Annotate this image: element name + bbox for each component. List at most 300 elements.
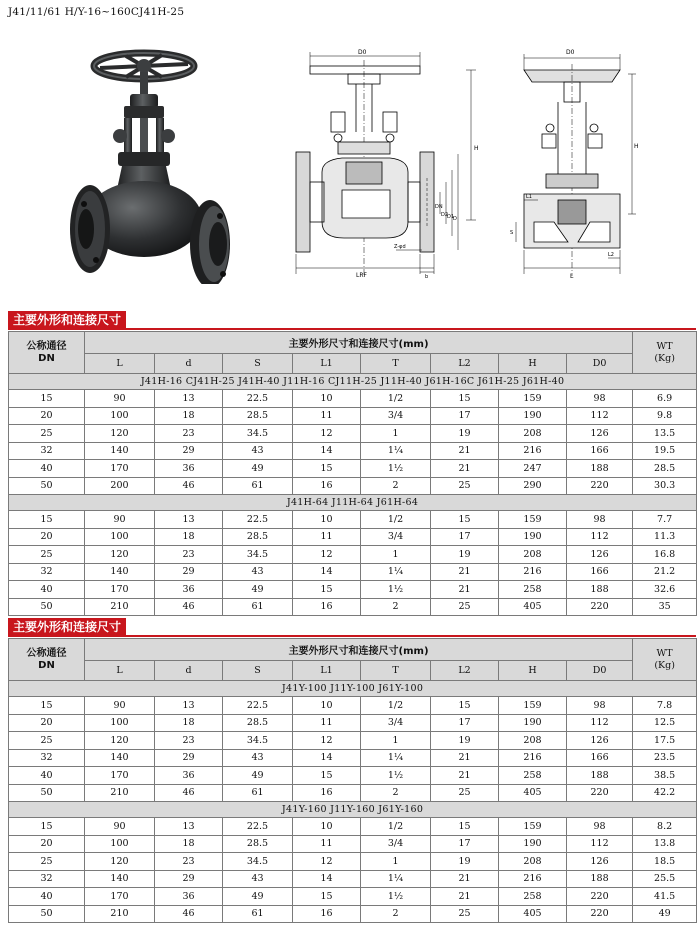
- table-cell: 11: [293, 835, 361, 853]
- table-cell: 1/2: [361, 390, 431, 408]
- table-1-title: 主要外形和连接尺寸: [8, 311, 126, 329]
- table-1-rule: [8, 328, 696, 330]
- table-row: [9, 390, 697, 408]
- table-cell: 14: [293, 563, 361, 581]
- table-cell: 100: [85, 528, 155, 546]
- table-cell: 30.3: [633, 477, 697, 495]
- model-series-row: J41Y-160 J11Y-160 J61Y-160: [9, 802, 697, 818]
- table-cell: 216: [499, 870, 567, 888]
- table-cell: 90: [85, 697, 155, 715]
- globe-valve-photo: [60, 44, 250, 284]
- table-cell: 20: [9, 835, 85, 853]
- table-cell: 7.8: [633, 697, 697, 715]
- table-cell: 159: [499, 390, 567, 408]
- column-header: L2: [431, 661, 499, 681]
- table-cell: 120: [85, 425, 155, 443]
- table-cell: 25: [9, 732, 85, 750]
- table-cell: 15: [9, 390, 85, 408]
- table-cell: 61: [223, 598, 293, 616]
- table-cell: 36: [155, 460, 223, 478]
- table-cell: 17: [431, 714, 499, 732]
- table-cell: 7.7: [633, 511, 697, 529]
- main-dimension-header: 主要外形尺寸和连接尺寸(mm): [85, 639, 633, 661]
- dim-label-h-2: H: [634, 143, 639, 150]
- table-cell: 19.5: [633, 442, 697, 460]
- table-cell: 25: [431, 598, 499, 616]
- table-cell: 23: [155, 732, 223, 750]
- table-cell: 3/4: [361, 835, 431, 853]
- table-cell: 43: [223, 870, 293, 888]
- table-cell: 200: [85, 477, 155, 495]
- table-cell: 13.8: [633, 835, 697, 853]
- table-cell: 14: [293, 870, 361, 888]
- table-cell: 35: [633, 598, 697, 616]
- table-row: [9, 853, 697, 871]
- table-cell: 210: [85, 784, 155, 802]
- table-cell: 15: [9, 697, 85, 715]
- table-cell: 19: [431, 853, 499, 871]
- table-cell: 190: [499, 835, 567, 853]
- table-cell: 1½: [361, 581, 431, 599]
- table-cell: 159: [499, 818, 567, 836]
- table-cell: 16: [293, 784, 361, 802]
- table-cell: 220: [567, 598, 633, 616]
- table-cell: 18: [155, 528, 223, 546]
- table-cell: 46: [155, 477, 223, 495]
- table-cell: 258: [499, 767, 567, 785]
- table-cell: 188: [567, 870, 633, 888]
- table-cell: 170: [85, 581, 155, 599]
- model-series-row: J41H-64 J11H-64 J61H-64: [9, 495, 697, 511]
- table-cell: 20: [9, 528, 85, 546]
- table-cell: 166: [567, 442, 633, 460]
- table-cell: 90: [85, 390, 155, 408]
- table-cell: 2: [361, 477, 431, 495]
- table-cell: 1¼: [361, 870, 431, 888]
- table-cell: 220: [567, 477, 633, 495]
- table-cell: 1½: [361, 888, 431, 906]
- column-header: T: [361, 354, 431, 374]
- table-cell: 34.5: [223, 853, 293, 871]
- table-row: [9, 546, 697, 564]
- table-cell: 29: [155, 442, 223, 460]
- table-cell: 40: [9, 460, 85, 478]
- table-row: [9, 818, 697, 836]
- table-cell: 3/4: [361, 407, 431, 425]
- table-cell: 40: [9, 888, 85, 906]
- table-cell: 100: [85, 835, 155, 853]
- table-cell: 247: [499, 460, 567, 478]
- table-cell: 10: [293, 697, 361, 715]
- table-cell: 22.5: [223, 511, 293, 529]
- dim-label-d0-2: D0: [566, 49, 575, 56]
- table-cell: 14: [293, 749, 361, 767]
- table-cell: 11: [293, 407, 361, 425]
- table-cell: 10: [293, 511, 361, 529]
- table-cell: 140: [85, 870, 155, 888]
- table-cell: 36: [155, 581, 223, 599]
- table-cell: 61: [223, 477, 293, 495]
- table-cell: 112: [567, 835, 633, 853]
- table-cell: 43: [223, 442, 293, 460]
- table-cell: 90: [85, 818, 155, 836]
- table-cell: 1½: [361, 460, 431, 478]
- column-header: d: [155, 661, 223, 681]
- table-cell: 49: [223, 767, 293, 785]
- table-row: [9, 563, 697, 581]
- table-cell: 18: [155, 407, 223, 425]
- table-cell: 13: [155, 511, 223, 529]
- table-cell: 1: [361, 546, 431, 564]
- table-cell: 32: [9, 442, 85, 460]
- table-2-title: 主要外形和连接尺寸: [8, 618, 126, 636]
- column-header: L: [85, 354, 155, 374]
- table-cell: 216: [499, 563, 567, 581]
- table-cell: 19: [431, 732, 499, 750]
- table-cell: 17.5: [633, 732, 697, 750]
- table-row: [9, 598, 697, 616]
- table-row: [9, 870, 697, 888]
- table-cell: 28.5: [223, 714, 293, 732]
- table-cell: 140: [85, 442, 155, 460]
- table-cell: 98: [567, 818, 633, 836]
- table-cell: 190: [499, 714, 567, 732]
- table-cell: 258: [499, 888, 567, 906]
- flanged-valve-drawing: [286, 42, 496, 282]
- table-cell: 166: [567, 749, 633, 767]
- table-cell: 2: [361, 598, 431, 616]
- dim-label-dn: DN: [435, 204, 443, 210]
- table-cell: 21: [431, 767, 499, 785]
- table-cell: 405: [499, 784, 567, 802]
- table-cell: 50: [9, 784, 85, 802]
- table-cell: 34.5: [223, 732, 293, 750]
- table-cell: 1/2: [361, 818, 431, 836]
- main-dimension-header: 主要外形尺寸和连接尺寸(mm): [85, 332, 633, 354]
- table-cell: 13: [155, 390, 223, 408]
- table-cell: 1¼: [361, 749, 431, 767]
- table-cell: 1¼: [361, 563, 431, 581]
- table-cell: 6.9: [633, 390, 697, 408]
- column-header: T: [361, 661, 431, 681]
- table-cell: 28.5: [223, 528, 293, 546]
- table-cell: 11.3: [633, 528, 697, 546]
- table-cell: 120: [85, 546, 155, 564]
- table-cell: 36: [155, 767, 223, 785]
- table-cell: 41.5: [633, 888, 697, 906]
- column-header: H: [499, 661, 567, 681]
- table-cell: 32: [9, 749, 85, 767]
- table-row: [9, 407, 697, 425]
- table-row: [9, 528, 697, 546]
- table-cell: 15: [9, 818, 85, 836]
- table-cell: 61: [223, 784, 293, 802]
- table-cell: 19: [431, 546, 499, 564]
- table-cell: 42.2: [633, 784, 697, 802]
- table-cell: 15: [293, 460, 361, 478]
- table-row: [9, 767, 697, 785]
- table-cell: 18: [155, 714, 223, 732]
- table-cell: 210: [85, 905, 155, 923]
- dim-label-d2: D2: [441, 212, 449, 218]
- table-cell: 17: [431, 835, 499, 853]
- table-cell: 13: [155, 818, 223, 836]
- table-cell: 21: [431, 581, 499, 599]
- table-cell: 29: [155, 749, 223, 767]
- dim-label-l: L: [570, 273, 574, 280]
- table-cell: 23: [155, 853, 223, 871]
- table-cell: 50: [9, 905, 85, 923]
- table-cell: 15: [431, 697, 499, 715]
- table-cell: 16: [293, 477, 361, 495]
- table-cell: 21: [431, 563, 499, 581]
- table-cell: 208: [499, 732, 567, 750]
- table-cell: 49: [223, 581, 293, 599]
- table-cell: 32.6: [633, 581, 697, 599]
- table-cell: 50: [9, 598, 85, 616]
- table-cell: 16.8: [633, 546, 697, 564]
- table-cell: 38.5: [633, 767, 697, 785]
- table-cell: 100: [85, 714, 155, 732]
- dim-label-h: H: [474, 145, 479, 152]
- table-cell: 19: [431, 425, 499, 443]
- table-cell: 10: [293, 390, 361, 408]
- table-row: [9, 697, 697, 715]
- table-cell: 100: [85, 407, 155, 425]
- table-cell: 22.5: [223, 697, 293, 715]
- table-cell: 216: [499, 442, 567, 460]
- table-cell: 29: [155, 870, 223, 888]
- table-cell: 216: [499, 749, 567, 767]
- table-cell: 220: [567, 888, 633, 906]
- dn-header: 公称通径 DN: [9, 639, 85, 681]
- table-cell: 23: [155, 546, 223, 564]
- weight-header: WT (Kg): [633, 332, 697, 374]
- table-row: [9, 511, 697, 529]
- table-cell: 46: [155, 905, 223, 923]
- table-cell: 49: [633, 905, 697, 923]
- table-row: [9, 749, 697, 767]
- table-cell: 12: [293, 853, 361, 871]
- weight-header: WT (Kg): [633, 639, 697, 681]
- table-row: [9, 581, 697, 599]
- table-cell: 290: [499, 477, 567, 495]
- table-cell: 11: [293, 714, 361, 732]
- table-row: [9, 460, 697, 478]
- table-cell: 23.5: [633, 749, 697, 767]
- dim-label-zphid: Z-φd: [394, 244, 406, 250]
- table-cell: 25: [9, 546, 85, 564]
- table-cell: 43: [223, 749, 293, 767]
- table-row: [9, 425, 697, 443]
- table-cell: 22.5: [223, 390, 293, 408]
- table-cell: 126: [567, 732, 633, 750]
- table-cell: 12: [293, 425, 361, 443]
- table-cell: 46: [155, 598, 223, 616]
- table-cell: 208: [499, 546, 567, 564]
- table-cell: 220: [567, 784, 633, 802]
- table-cell: 112: [567, 407, 633, 425]
- table-row: [9, 835, 697, 853]
- table-cell: 17: [431, 528, 499, 546]
- table-row: [9, 905, 697, 923]
- dim-label-d0: D0: [358, 49, 367, 56]
- table-cell: 208: [499, 853, 567, 871]
- table-cell: 1: [361, 732, 431, 750]
- table-cell: 40: [9, 581, 85, 599]
- table-cell: 15: [9, 511, 85, 529]
- table-row: [9, 477, 697, 495]
- dim-label-lrf: LRF: [356, 272, 367, 279]
- socket-weld-valve-drawing: [508, 44, 648, 284]
- table-cell: 126: [567, 853, 633, 871]
- table-cell: 170: [85, 767, 155, 785]
- table-cell: 12: [293, 546, 361, 564]
- table-cell: 21: [431, 749, 499, 767]
- table-cell: 21: [431, 460, 499, 478]
- dim-label-l2: L2: [608, 252, 614, 258]
- table-cell: 25: [9, 853, 85, 871]
- table-cell: 15: [431, 511, 499, 529]
- table-cell: 188: [567, 581, 633, 599]
- dimension-table-2: [8, 638, 697, 923]
- table-cell: 98: [567, 390, 633, 408]
- table-cell: 50: [9, 477, 85, 495]
- table-cell: 14: [293, 442, 361, 460]
- table-cell: 3/4: [361, 714, 431, 732]
- table-cell: 10: [293, 818, 361, 836]
- table-cell: 1¼: [361, 442, 431, 460]
- table-row: [9, 714, 697, 732]
- table-cell: 18.5: [633, 853, 697, 871]
- table-row: [9, 888, 697, 906]
- table-cell: 11: [293, 528, 361, 546]
- table-cell: 405: [499, 598, 567, 616]
- table-cell: 21: [431, 870, 499, 888]
- table-cell: 126: [567, 425, 633, 443]
- table-cell: 12.5: [633, 714, 697, 732]
- table-cell: 210: [85, 598, 155, 616]
- dim-label-b: b: [425, 274, 429, 280]
- column-header: L1: [293, 354, 361, 374]
- table-cell: 140: [85, 749, 155, 767]
- table-cell: 405: [499, 905, 567, 923]
- table-cell: 32: [9, 870, 85, 888]
- model-series-row: J41H-16 CJ41H-25 J41H-40 J11H-16 CJ11H-25 J11H-40 J61H-16C J61H-25 J61H-40: [9, 374, 697, 390]
- table-cell: 25: [431, 477, 499, 495]
- table-cell: 2: [361, 784, 431, 802]
- column-header: H: [499, 354, 567, 374]
- table-cell: 23: [155, 425, 223, 443]
- dn-header: 公称通径 DN: [9, 332, 85, 374]
- table-cell: 16: [293, 598, 361, 616]
- table-cell: 120: [85, 732, 155, 750]
- table-cell: 43: [223, 563, 293, 581]
- table-cell: 258: [499, 581, 567, 599]
- column-header: S: [223, 661, 293, 681]
- table-cell: 13: [155, 697, 223, 715]
- model-series-row: J41Y-100 J11Y-100 J61Y-100: [9, 681, 697, 697]
- table-cell: 46: [155, 784, 223, 802]
- table-cell: 140: [85, 563, 155, 581]
- table-cell: 34.5: [223, 425, 293, 443]
- dim-label-d1: D1: [447, 214, 455, 220]
- table-cell: 12: [293, 732, 361, 750]
- table-cell: 9.8: [633, 407, 697, 425]
- table-cell: 25: [9, 425, 85, 443]
- table-cell: 15: [293, 767, 361, 785]
- dim-label-l1: L1: [526, 194, 532, 200]
- table-cell: 15: [431, 818, 499, 836]
- column-header: L1: [293, 661, 361, 681]
- table-cell: 188: [567, 767, 633, 785]
- table-cell: 190: [499, 407, 567, 425]
- dim-label-d: D: [453, 216, 457, 222]
- column-header: D0: [567, 661, 633, 681]
- table-cell: 21.2: [633, 563, 697, 581]
- table-cell: 20: [9, 714, 85, 732]
- table-cell: 15: [431, 390, 499, 408]
- table-cell: 21: [431, 442, 499, 460]
- table-cell: 28.5: [223, 407, 293, 425]
- table-cell: 25: [431, 905, 499, 923]
- table-cell: 112: [567, 714, 633, 732]
- table-cell: 22.5: [223, 818, 293, 836]
- table-cell: 18: [155, 835, 223, 853]
- table-cell: 1/2: [361, 511, 431, 529]
- table-cell: 90: [85, 511, 155, 529]
- table-cell: 220: [567, 905, 633, 923]
- table-cell: 36: [155, 888, 223, 906]
- table-cell: 170: [85, 888, 155, 906]
- table-cell: 17: [431, 407, 499, 425]
- table-cell: 15: [293, 888, 361, 906]
- table-cell: 32: [9, 563, 85, 581]
- column-header: L2: [431, 354, 499, 374]
- table-cell: 170: [85, 460, 155, 478]
- table-cell: 8.2: [633, 818, 697, 836]
- column-header: D0: [567, 354, 633, 374]
- table-cell: 1½: [361, 767, 431, 785]
- table-cell: 2: [361, 905, 431, 923]
- table-cell: 208: [499, 425, 567, 443]
- dim-label-s: S: [510, 230, 514, 236]
- column-header: d: [155, 354, 223, 374]
- document-header-code: J41/11/61 H/Y-16~160CJ41H-25: [8, 6, 185, 18]
- table-cell: 190: [499, 528, 567, 546]
- table-cell: 49: [223, 888, 293, 906]
- table-cell: 3/4: [361, 528, 431, 546]
- table-cell: 49: [223, 460, 293, 478]
- table-cell: 29: [155, 563, 223, 581]
- table-cell: 126: [567, 546, 633, 564]
- table-cell: 20: [9, 407, 85, 425]
- table-cell: 34.5: [223, 546, 293, 564]
- table-cell: 21: [431, 888, 499, 906]
- table-cell: 159: [499, 697, 567, 715]
- table-cell: 120: [85, 853, 155, 871]
- table-cell: 112: [567, 528, 633, 546]
- table-cell: 28.5: [633, 460, 697, 478]
- table-cell: 40: [9, 767, 85, 785]
- table-row: [9, 732, 697, 750]
- table-cell: 98: [567, 697, 633, 715]
- dimension-table-1: [8, 331, 697, 616]
- table-cell: 61: [223, 905, 293, 923]
- table-cell: 25: [431, 784, 499, 802]
- table-row: [9, 784, 697, 802]
- table-cell: 188: [567, 460, 633, 478]
